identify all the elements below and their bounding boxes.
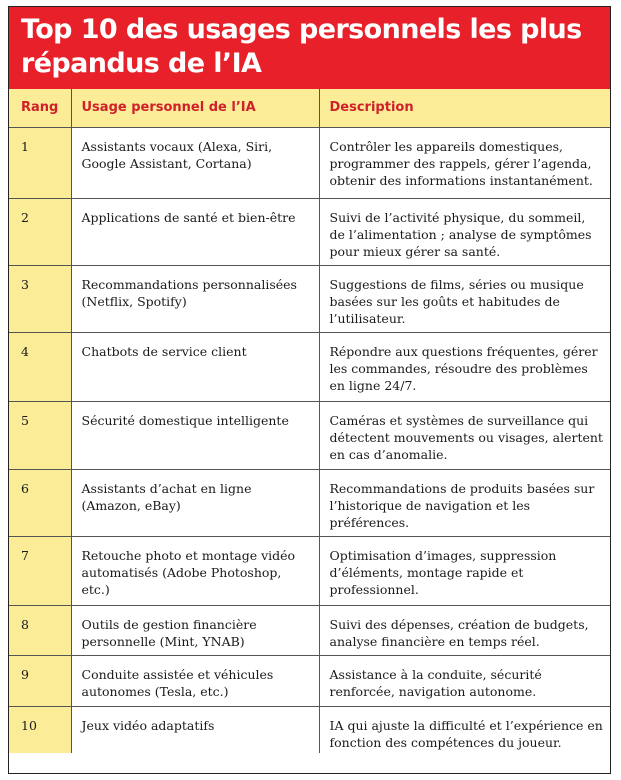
rank-cell: 4 <box>9 332 71 401</box>
description-cell: Suggestions de films, séries ou musique basées sur les goûts et habitudes de l’utilisateur. <box>319 265 610 332</box>
rank-cell: 9 <box>9 655 71 706</box>
usage-cell: Recommandations personnalisées (Netflix, Spotify) <box>71 265 319 332</box>
table-row <box>9 605 610 655</box>
column-header-rank: Rang <box>9 89 71 127</box>
rank-cell: 2 <box>9 198 71 265</box>
table-header-row <box>9 89 610 127</box>
table-row <box>9 706 610 753</box>
usage-cell: Conduite assistée et véhicules autonomes (Tesla, etc.) <box>71 655 319 706</box>
usage-cell: Assistants d’achat en ligne (Amazon, eBay) <box>71 469 319 536</box>
title-banner <box>9 7 610 89</box>
usage-cell: Retouche photo et montage vidéo automatisés (Adobe Photoshop, etc.) <box>71 536 319 605</box>
description-cell: Assistance à la conduite, sécurité renforcée, navigation autonome. <box>319 655 610 706</box>
description-cell: Recommandations de produits basées sur l’historique de navigation et les préférences. <box>319 469 610 536</box>
rank-cell: 1 <box>9 127 71 198</box>
table-row <box>9 401 610 469</box>
rank-cell: 8 <box>9 605 71 655</box>
usage-cell: Assistants vocaux (Alexa, Siri, Google Assistant, Cortana) <box>71 127 319 198</box>
description-cell: Suivi de l’activité physique, du sommeil, de l’alimentation ; analyse de symptômes pour mieux gérer sa santé. <box>319 198 610 265</box>
infographic-card <box>8 6 611 774</box>
rank-cell: 7 <box>9 536 71 605</box>
rank-cell: 5 <box>9 401 71 469</box>
usage-table <box>9 89 610 753</box>
table-row <box>9 655 610 706</box>
column-header-usage: Usage personnel de l’IA <box>71 89 319 127</box>
rank-cell: 10 <box>9 706 71 753</box>
table-row <box>9 332 610 401</box>
description-cell: Caméras et systèmes de surveillance qui détectent mouvements ou visages, alertent en cas d’anomalie. <box>319 401 610 469</box>
rank-cell: 3 <box>9 265 71 332</box>
column-header-description: Description <box>319 89 610 127</box>
page-title: Top 10 des usages personnels les plus répandus de l’IA <box>21 14 582 79</box>
table-row <box>9 127 610 198</box>
table-row <box>9 265 610 332</box>
description-cell: Répondre aux questions fréquentes, gérer les commandes, résoudre des problèmes en ligne 24/7. <box>319 332 610 401</box>
description-cell: IA qui ajuste la difficulté et l’expérience en fonction des compétences du joueur. <box>329 717 603 750</box>
usage-cell: Outils de gestion financière personnelle (Mint, YNAB) <box>71 605 319 655</box>
usage-cell: Sécurité domestique intelligente <box>71 401 319 469</box>
usage-cell: Chatbots de service client <box>71 332 319 401</box>
table-row <box>9 536 610 605</box>
rank-cell: 6 <box>9 469 71 536</box>
usage-cell: Applications de santé et bien-être <box>71 198 319 265</box>
description-cell: Contrôler les appareils domestiques, programmer des rappels, gérer l’agenda, obtenir des informations instantanément. <box>319 127 610 198</box>
table-row <box>9 469 610 536</box>
description-cell: Suivi des dépenses, création de budgets, analyse financière en temps réel. <box>319 605 610 655</box>
table-row <box>9 198 610 265</box>
usage-cell: Jeux vidéo adaptatifs <box>71 706 319 753</box>
description-cell: Optimisation d’images, suppression d’éléments, montage rapide et professionnel. <box>319 536 610 605</box>
